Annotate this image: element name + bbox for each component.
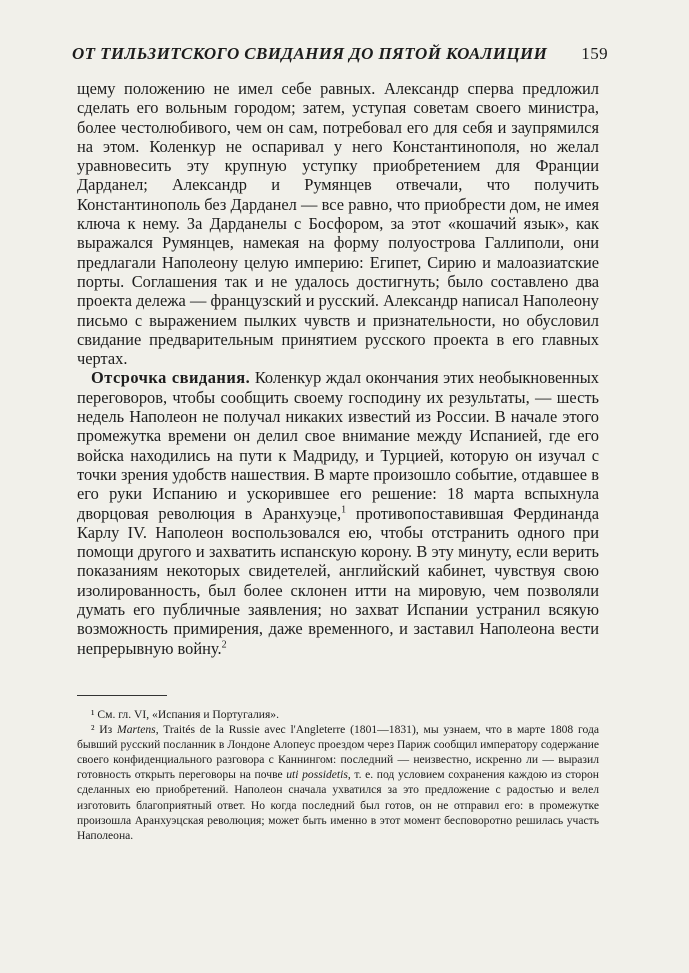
footnote-2-author: Martens (117, 723, 156, 737)
footnote-2 (77, 722, 599, 843)
section-subheading: Отсрочка свидания. (91, 368, 251, 388)
running-header (72, 44, 608, 64)
footnote-ref-2: 2 (221, 639, 227, 651)
footnote-divider (77, 695, 167, 696)
paragraph-1: щему положению не имел себе равных. Александр сперва предложил сделать его вольным городом; затем, уступая советам своего министра, более честолюбивого, чем он сам, потребовал его для себя и заупрямился на этом. Коленкур не оспаривал у него Константинополя, но желал уравновесить эту крупную уступку приобретением для Франции Дарданел; Александр и Румянцев отвечали, что получить Константинополь без Дарданел — все равно, что приобрести дом, не имея ключа к нему. За Дарданелы с Босфором, за этот «кошачий язык», как выражался Румянцев, намекая на форму полуострова Галлиполи, они предлагали Наполеону целую империю: Египет, Сирию и малоазиатские порты. Соглашения так и не удалось достигнуть; было составлено два проекта дележа — французский и русский. Александр написал Наполеону письмо с выражением пылких чувств и признательности, но обусловил свидание предварительным принятием русского проекта в его главных чертах. (77, 79, 599, 369)
footnote-2-latin-phrase: uti possidetis (286, 768, 348, 782)
running-title: ОТ ТИЛЬЗИТСКОГО СВИДАНИЯ ДО ПЯТОЙ КОАЛИЦИИ (72, 44, 548, 63)
footnote-1: ¹ См. гл. VI, «Испания и Португалия». (91, 708, 279, 721)
footnotes (77, 707, 599, 843)
paragraph-2-text-b: противопоставившая Фердинанда Карлу IV. Наполеон воспользовался ею, чтобы отстранить одного при помощи другого и захватить испанскую корону. В эту минуту, если верить показаниям некоторых свидетелей, английский кабинет, чувствуя свою изолированность, был более склонен итти на мировую, чем позволяли думать его публичные заявления; но захват Испании устранил всякую возможность примирения, даже временного, и заставил Наполеона вести непрерывную войну. (77, 503, 599, 658)
page-number: 159 (581, 44, 608, 63)
main-text (77, 79, 599, 658)
footnote-2-text-b: , Traités de la Russie avec l'Angleterre (1801—1831), мы узнаем, что в марте 1808 года бывший русский посланник в Лондоне Алопеус проездом через Париж сообщил императору содержание своего конфиденциального разговора с Каннингом: последний — неизвестно, искренно ли — выразил готовность открыть переговоры на почве (77, 723, 599, 782)
footnote-ref-1: 1 (341, 504, 347, 516)
paragraph-2 (77, 368, 599, 657)
paragraph-2-text-a: Коленкур ждал окончания этих необыкновенных переговоров, чтобы сообщить своему господину их результаты, — шесть недель Наполеон не получал никаких известий из России. В начале этого промежутка времени он делил свое внимание между Испанией, где его войска находились на пути к Мадриду, и Турцией, которую он изучал с точки зрения удобств нашествия. В марте произошло событие, отдавшее в его руки Испанию и ускорившее его решение: 18 марта вспыхнула дворцовая революция в Аранхуэце, (77, 368, 599, 523)
footnote-2-text-a: ² Из (91, 723, 118, 737)
footnote-2-text-c: , т. е. под условием сохранения каждою из сторон сделанных ею приобретений. Наполеон сначала ухватился за это предложение с радостью и велел изготовить благоприятный ответ. Но когда последний был готов, он не отправил его: в промежутке произошла Аранхуэцская революция; может быть именно в этот момент бесповоротно решилась участь Наполеона. (77, 768, 600, 842)
